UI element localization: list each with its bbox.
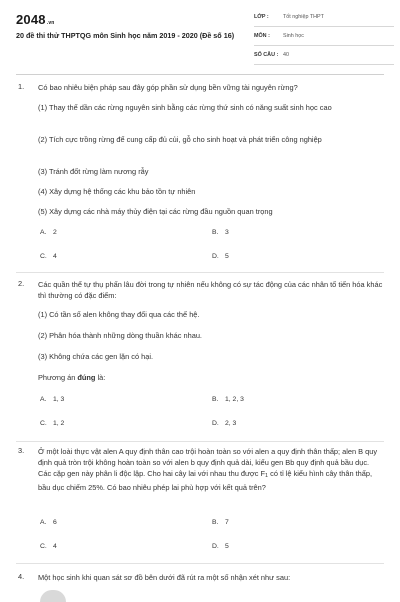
statement: (5) Xây dựng các nhà máy thủy điện tại các rừng đầu nguồn quan trọng	[38, 207, 273, 216]
option-value: 2	[53, 229, 57, 236]
answer-prompt	[38, 372, 383, 383]
answer-option-d[interactable]	[212, 543, 229, 550]
meta-value: Sinh học	[283, 33, 304, 39]
option-value: 5	[225, 253, 229, 260]
option-label: C.	[40, 253, 47, 260]
logo-domain: .vn	[46, 20, 55, 26]
option-value: 2, 3	[225, 420, 237, 427]
option-label: A.	[40, 519, 47, 526]
answer-option-d[interactable]	[212, 420, 236, 427]
question-text: Các quần thể tự thụ phấn lâu đời trong tự nhiên nếu không có sự tác động của các nhân tố tiến hóa khác thì thường có đặc điểm:	[38, 280, 383, 300]
document-meta	[254, 13, 394, 70]
option-label: B.	[212, 519, 219, 526]
option-value: 4	[53, 253, 57, 260]
question-number: 3.	[18, 446, 25, 455]
question-divider	[16, 272, 384, 273]
answer-option-b[interactable]	[212, 519, 229, 526]
header-divider	[16, 74, 384, 75]
prompt-emphasis: đúng	[77, 373, 96, 382]
option-label: D.	[212, 253, 219, 260]
option-value: 1, 3	[53, 396, 65, 403]
logo-text: 2048	[16, 12, 46, 27]
question-text: Một học sinh khi quan sát sơ đồ bên dưới đã rút ra một số nhận xét như sau:	[38, 573, 291, 582]
meta-row-count	[254, 51, 394, 65]
option-label: D.	[212, 420, 219, 427]
option-label: C.	[40, 543, 47, 550]
meta-row-subject	[254, 32, 394, 46]
statement: (1) Có tần số alen không thay đổi qua các thế hệ.	[38, 310, 200, 319]
answer-option-a[interactable]	[40, 396, 64, 403]
option-label: B.	[212, 396, 219, 403]
answer-option-c[interactable]	[40, 420, 64, 427]
answer-option-c[interactable]	[40, 543, 57, 550]
answer-option-c[interactable]	[40, 253, 57, 260]
meta-value: 40	[283, 52, 289, 58]
answer-option-b[interactable]	[212, 396, 244, 403]
option-label: B.	[212, 229, 219, 236]
statement: (1) Thay thế dần các rừng nguyên sinh bằng các rừng thứ sinh có năng suất sinh học cao	[38, 103, 332, 112]
statement: (2) Phân hóa thành những dòng thuần khác nhau.	[38, 331, 202, 340]
meta-key: LỚP :	[254, 14, 269, 20]
diagram-figure	[40, 590, 66, 602]
statement: (3) Không chứa các gen lặn có hại.	[38, 352, 154, 361]
statement: (4) Xây dựng hệ thống các khu bảo tồn tự nhiên	[38, 187, 196, 196]
question-text-part: có tỉ lệ kiểu hình cây thân thấp, bầu dục chiếm 25%. Có bao nhiêu phép lai phù hợp với kết quả trên?	[38, 469, 373, 492]
question-number: 2.	[18, 279, 25, 288]
question-number: 4.	[18, 572, 25, 581]
question-text	[38, 446, 383, 493]
option-value: 5	[225, 543, 229, 550]
answer-option-d[interactable]	[212, 253, 229, 260]
document-header	[0, 0, 400, 74]
option-label: C.	[40, 420, 47, 427]
answer-option-a[interactable]	[40, 519, 57, 526]
answer-option-a[interactable]	[40, 229, 57, 236]
statement: (2) Tích cực trồng rừng để cung cấp đủ củi, gỗ cho sinh hoạt và phát triển công nghiệp	[38, 135, 322, 144]
meta-value: Tốt nghiệp THPT	[283, 14, 324, 20]
option-label: A.	[40, 229, 47, 236]
document-title: 20 đề thi thử THPTQG môn Sinh học năm 2019 - 2020 (Đề số 16)	[16, 31, 235, 40]
option-label: A.	[40, 396, 47, 403]
site-logo[interactable]	[16, 12, 55, 27]
answer-option-b[interactable]	[212, 229, 229, 236]
question-divider	[16, 441, 384, 442]
meta-row-class	[254, 13, 394, 27]
option-value: 1, 2, 3	[225, 396, 244, 403]
question-divider	[16, 563, 384, 564]
prompt-text: là:	[95, 373, 106, 382]
prompt-text: Phương án	[38, 373, 78, 382]
meta-key: MÔN :	[254, 33, 270, 39]
option-value: 7	[225, 519, 229, 526]
question-text: Có bao nhiêu biện pháp sau đây góp phần sử dụng bền vững tài nguyên rừng?	[38, 83, 298, 92]
option-label: D.	[212, 543, 219, 550]
subscript: 1	[265, 473, 269, 479]
question-text-part: Ở một loài thực vật alen A quy định thân cao trội hoàn toàn so với alen a quy định thân thấp; alen B quy định quả tròn trội không hoàn toàn so với alen b quy định quả dài, kiểu gen Bb quy định quả bầu dục. Các cặp gen này phân li độc lập. Cho hai cây lai với nhau thu được F	[38, 447, 378, 478]
statement: (3) Tránh đốt rừng làm nương rẫy	[38, 167, 149, 176]
option-value: 1, 2	[53, 420, 65, 427]
option-value: 6	[53, 519, 57, 526]
option-value: 3	[225, 229, 229, 236]
question-number: 1.	[18, 82, 25, 91]
option-value: 4	[53, 543, 57, 550]
meta-key: SỐ CÂU :	[254, 52, 279, 58]
